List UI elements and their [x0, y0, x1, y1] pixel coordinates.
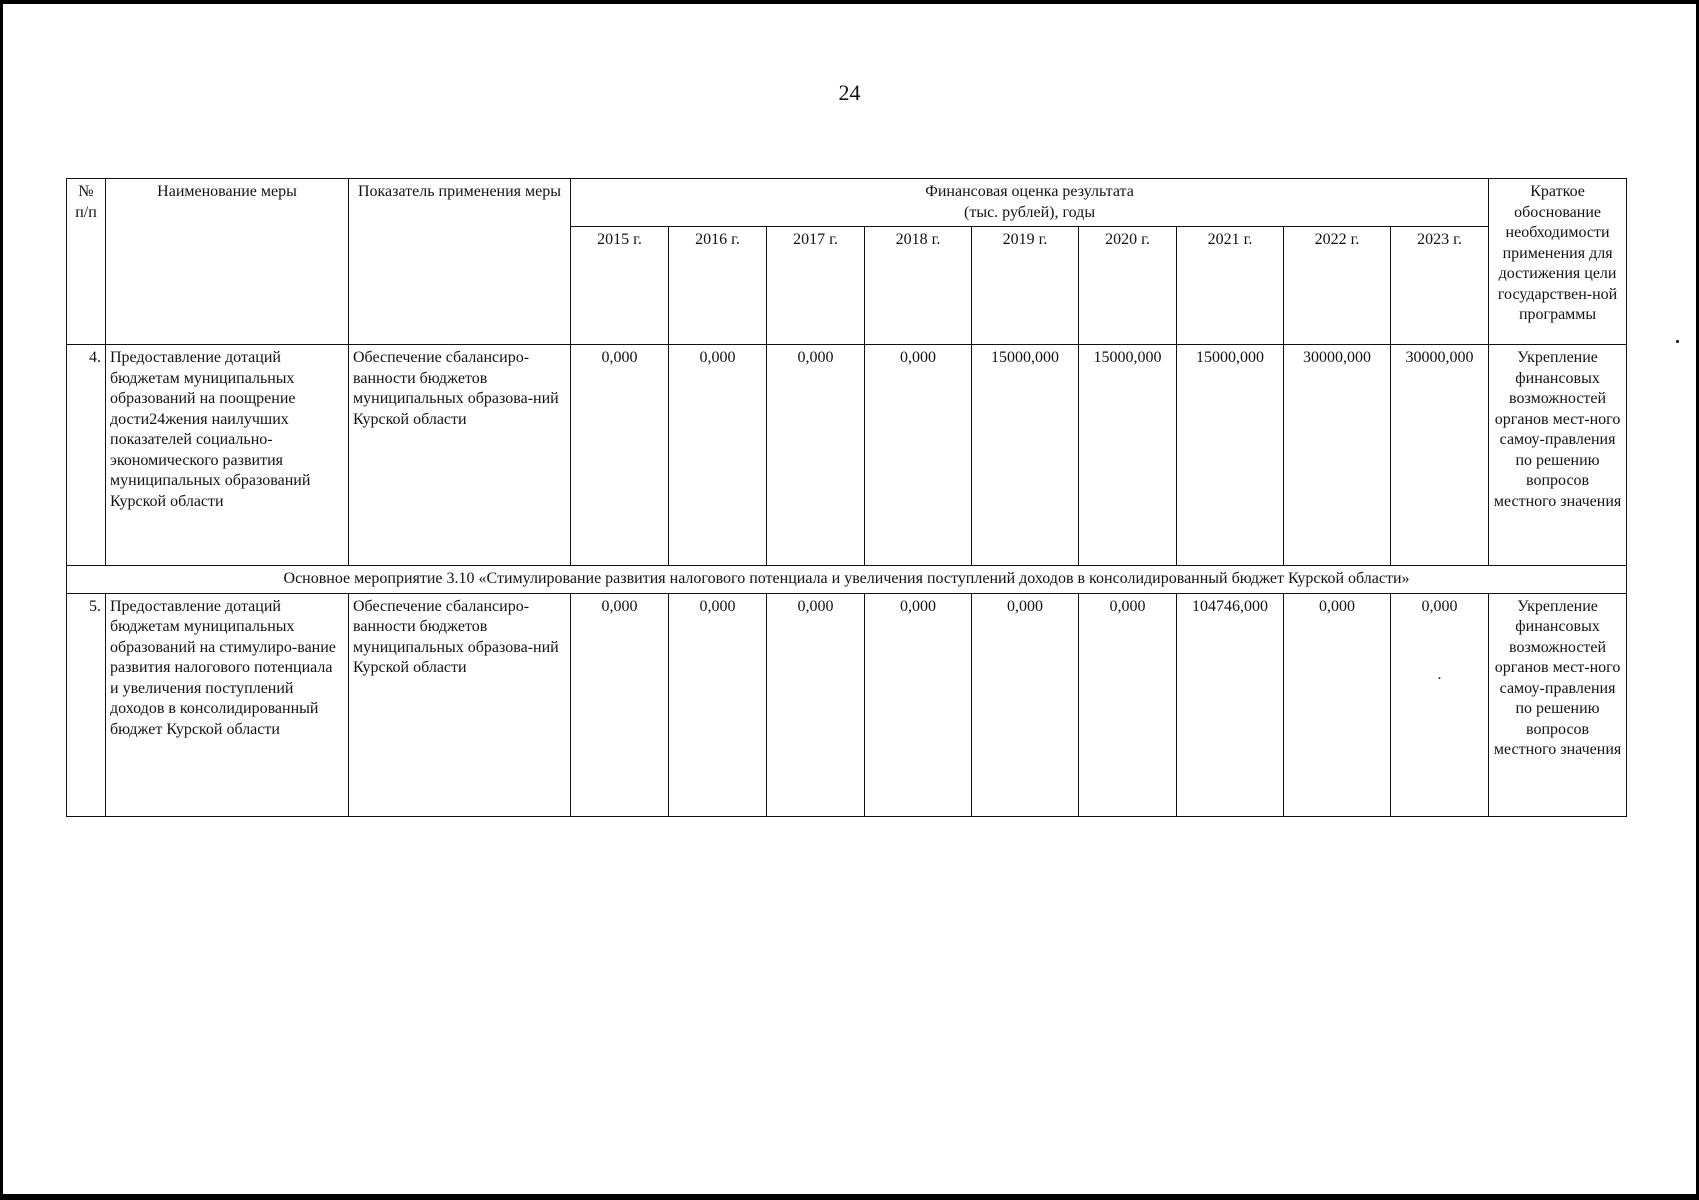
- row-value: 0,000: [571, 345, 669, 566]
- row-value-with-mark: [1391, 593, 1489, 816]
- stray-mark: .: [1437, 666, 1442, 683]
- header-year: 2021 г.: [1177, 227, 1284, 345]
- row-value: 0,000: [767, 345, 865, 566]
- header-year: 2023 г.: [1391, 227, 1489, 345]
- section-row: [67, 566, 1627, 594]
- row-value: 15000,000: [1079, 345, 1177, 566]
- row-justification: Укрепление финансовых возможностей органов мест-ного самоу-правления по решению вопросов местного значения: [1489, 593, 1627, 816]
- row-justification: Укрепление финансовых возможностей органов мест-ного самоу-правления по решению вопросов местного значения: [1489, 345, 1627, 566]
- header-year: 2015 г.: [571, 227, 669, 345]
- row-value: 0,000: [865, 593, 972, 816]
- scan-border-bottom: [0, 1194, 1699, 1200]
- page-number: 24: [838, 80, 861, 105]
- header-financial-line1: Финансовая оценка результата: [925, 183, 1134, 200]
- table-row: [67, 593, 1627, 816]
- row-indicator: Обеспечение сбалансиро-ванности бюджетов муниципальных образова-ний Курской области: [349, 345, 571, 566]
- row-num: 4.: [67, 345, 106, 566]
- header-row-1: [67, 179, 1627, 227]
- row-value: 30000,000: [1391, 345, 1489, 566]
- header-financial-line2: (тыс. рублей), годы: [964, 203, 1096, 221]
- header-year: 2020 г.: [1079, 227, 1177, 345]
- header-year: 2022 г.: [1284, 227, 1391, 345]
- row-value: 0,000: [767, 593, 865, 816]
- row-num: 5.: [67, 593, 106, 816]
- header-indicator: Показатель применения меры: [349, 179, 571, 345]
- header-year: 2017 г.: [767, 227, 865, 345]
- row-value: 0,000: [1079, 593, 1177, 816]
- scan-border-left: [0, 0, 3, 1200]
- row-name: Предоставление дотаций бюджетам муниципальных образований на стимулиро-вание развития налогового потенциала и увеличения поступлений доходов в консолидированный бюджет Курской области: [106, 593, 349, 816]
- header-year: 2019 г.: [972, 227, 1079, 345]
- section-title: Основное мероприятие 3.10 «Стимулирование развития налогового потенциала и увеличения поступлений доходов в консолидированный бюджет Курской области»: [67, 566, 1627, 594]
- row-value: 0,000: [571, 593, 669, 816]
- row-value: 0,000: [1421, 597, 1458, 615]
- row-value: 0,000: [865, 345, 972, 566]
- row-value: 104746,000: [1177, 593, 1284, 816]
- row-value: 15000,000: [1177, 345, 1284, 566]
- header-financial-group: [571, 179, 1489, 227]
- scan-border-top: [0, 0, 1699, 4]
- scan-speck: [1676, 340, 1679, 343]
- row-value: 0,000: [669, 593, 767, 816]
- row-value: 30000,000: [1284, 345, 1391, 566]
- measures-table: [66, 178, 1627, 817]
- row-value: 0,000: [669, 345, 767, 566]
- header-name: Наименование меры: [106, 179, 349, 345]
- row-indicator: Обеспечение сбалансиро-ванности бюджетов муниципальных образова-ний Курской области: [349, 593, 571, 816]
- header-justification: Краткое обоснование необходимости применения для достижения цели государствен-ной программы: [1489, 179, 1627, 345]
- row-value: 0,000: [972, 593, 1079, 816]
- row-name: Предоставление дотаций бюджетам муниципальных образований на поощрение дости24жения наилучших показателей социально-экономического развития муниципальных образований Курской области: [106, 345, 349, 566]
- table-row: [67, 345, 1627, 566]
- header-year: 2018 г.: [865, 227, 972, 345]
- row-value: 15000,000: [972, 345, 1079, 566]
- header-num: № п/п: [67, 179, 106, 345]
- row-value: 0,000: [1284, 593, 1391, 816]
- header-year: 2016 г.: [669, 227, 767, 345]
